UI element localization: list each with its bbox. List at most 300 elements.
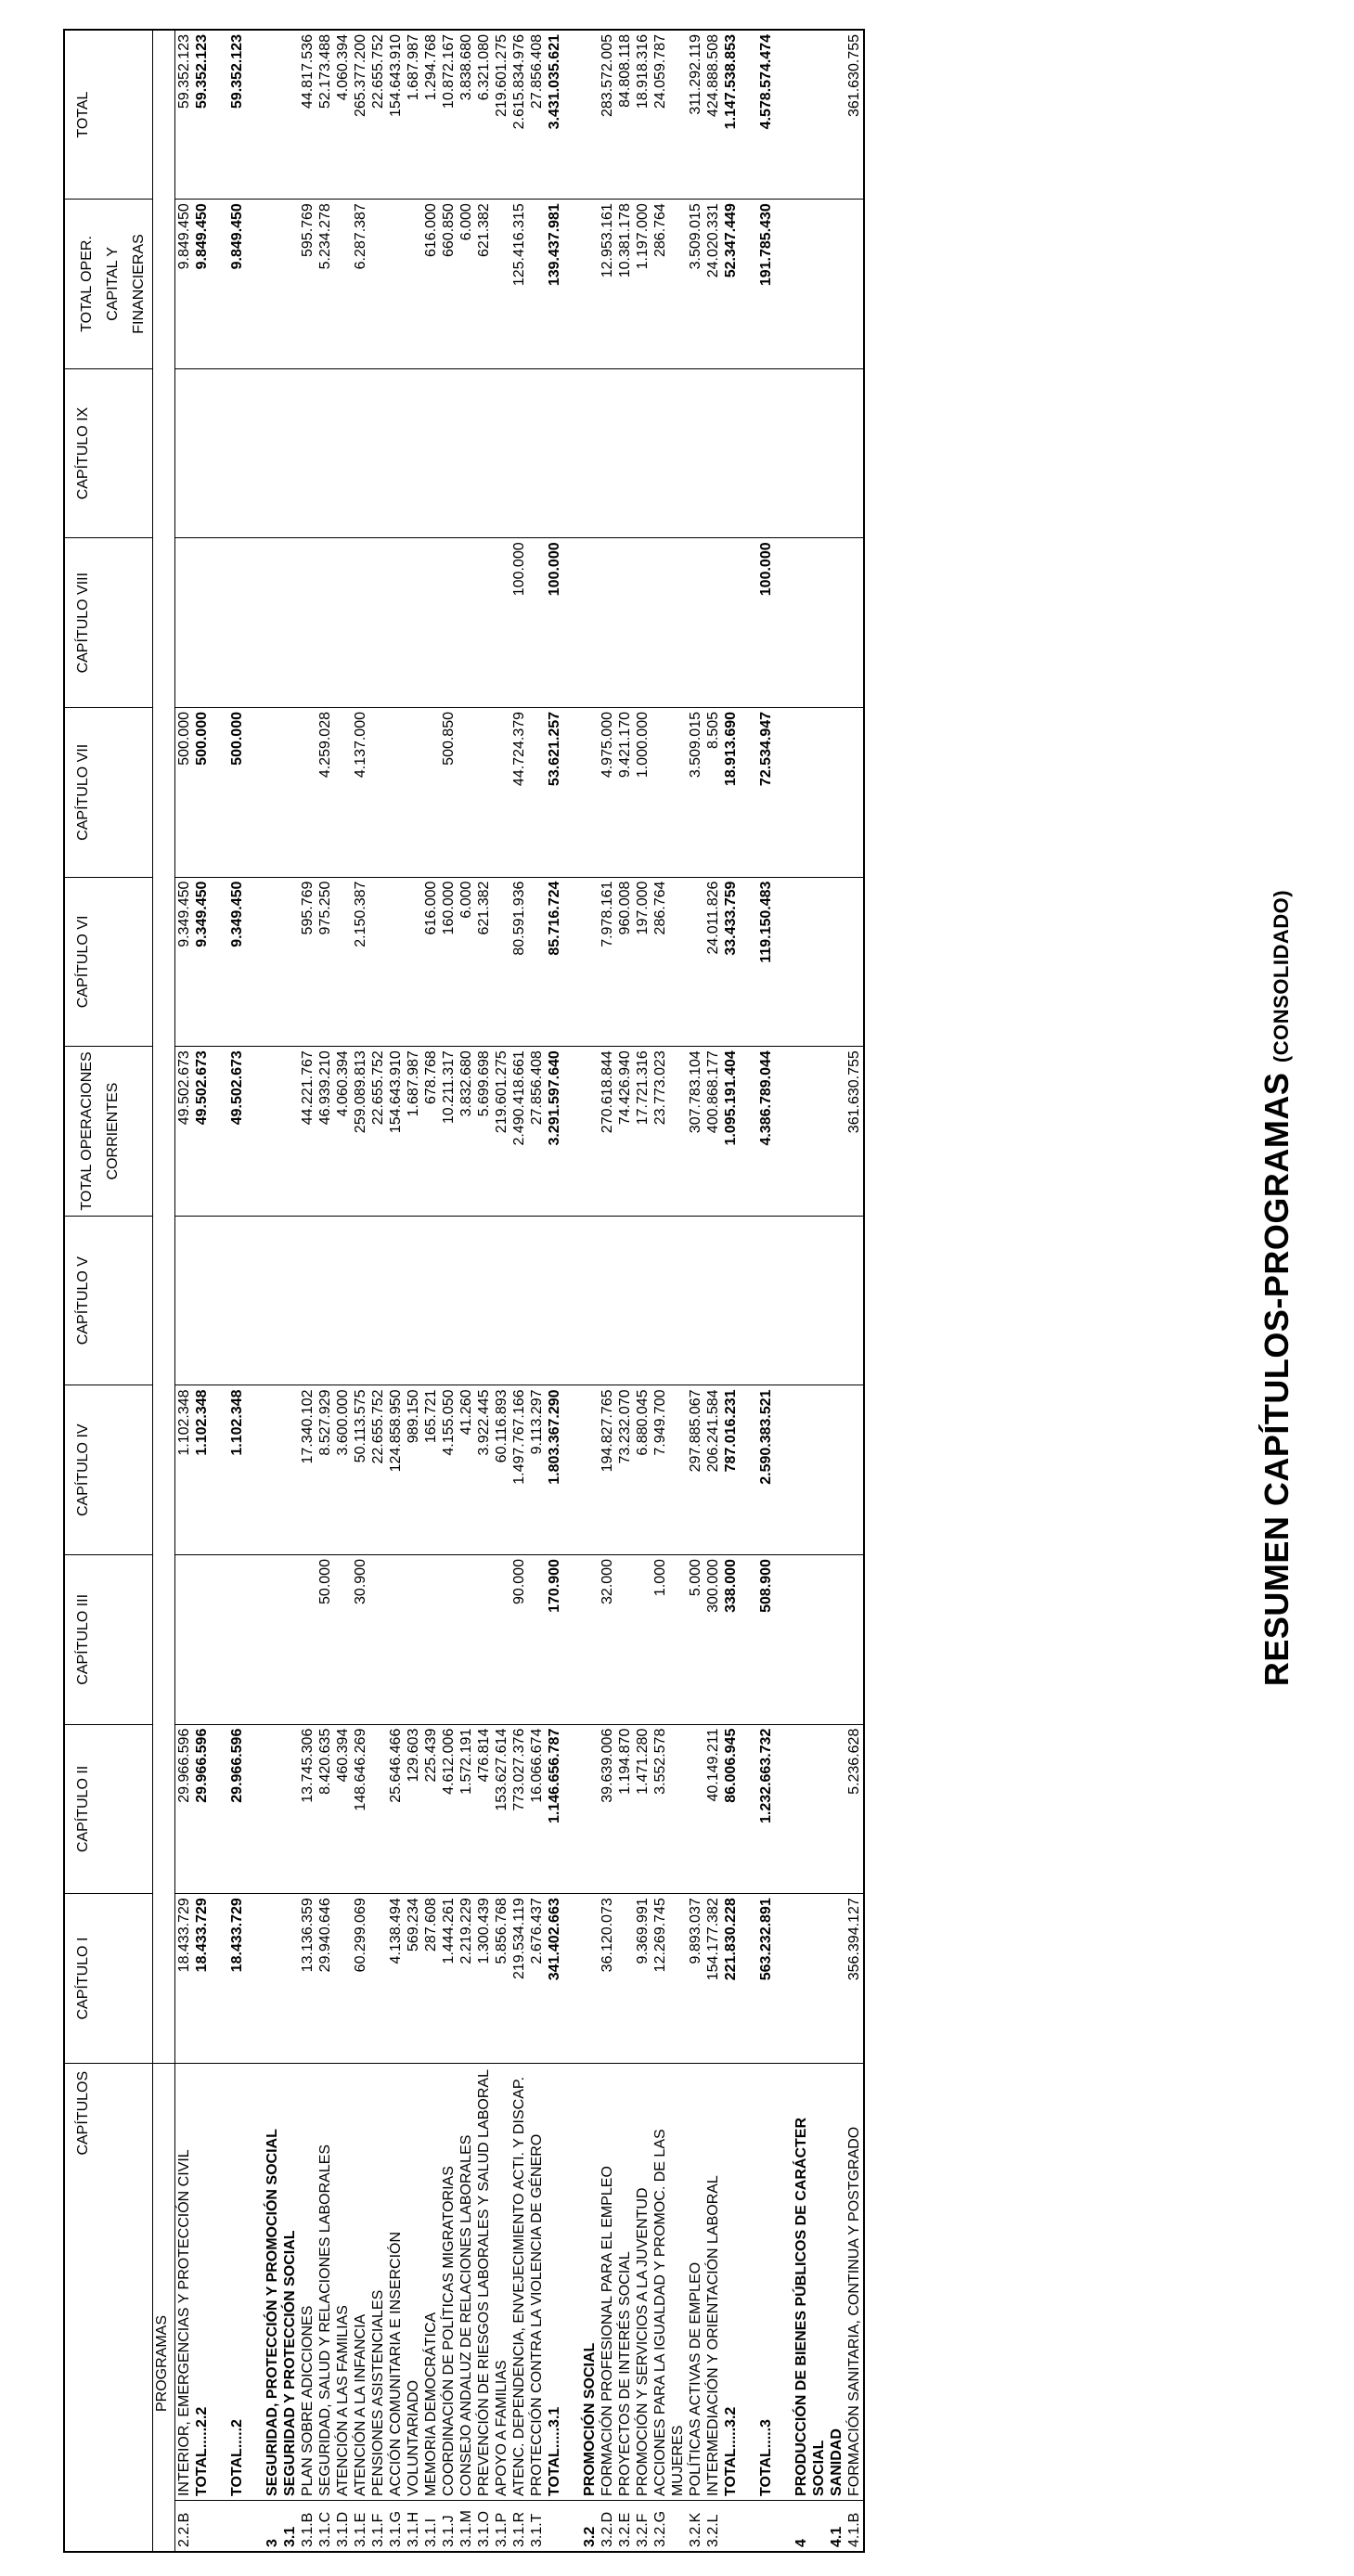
value-cell — [405, 1555, 422, 1725]
value-cell — [704, 368, 722, 538]
value-cell: 7.978.161 — [599, 877, 616, 1047]
empty-cell — [246, 30, 264, 200]
value-cell — [281, 368, 299, 538]
value-cell — [334, 538, 352, 708]
value-cell: 595.769 — [299, 200, 316, 369]
value-cell: 1.194.870 — [616, 1724, 634, 1894]
value-cell: 9.369.991 — [634, 1894, 651, 2064]
value-cell — [175, 538, 194, 708]
value-cell: 773.027.376 — [510, 1724, 528, 1894]
value-cell — [475, 1555, 493, 1725]
empty-cell — [775, 538, 793, 708]
program-name: VOLUNTARIADO — [405, 2063, 422, 2500]
value-cell: 23.773.023 — [651, 1047, 687, 1217]
value-cell — [581, 200, 599, 369]
empty-cell — [563, 707, 581, 877]
program-code — [757, 2501, 775, 2552]
value-cell — [651, 707, 687, 877]
program-name: ATENCIÓN A LA INFANCIA — [352, 2063, 369, 2500]
value-cell: 206.241.584 — [704, 1385, 722, 1555]
empty-cell — [563, 1216, 581, 1385]
value-cell: 4.060.394 — [334, 30, 352, 200]
value-cell — [828, 1385, 845, 1555]
value-cell — [299, 538, 316, 708]
empty-cell — [740, 2501, 757, 2552]
value-cell — [845, 1555, 864, 1725]
value-cell: 1.197.000 — [634, 200, 651, 369]
value-cell: 2.590.383.521 — [757, 1385, 775, 1555]
value-cell: 787.016.231 — [722, 1385, 740, 1555]
value-cell: 500.000 — [228, 707, 246, 877]
value-cell: 59.352.123 — [175, 30, 194, 200]
program-code: 3.1.G — [387, 2501, 405, 2552]
empty-cell — [211, 1555, 228, 1725]
spacer-row — [563, 30, 581, 2552]
value-cell: 22.655.752 — [369, 1385, 387, 1555]
value-cell — [599, 368, 616, 538]
value-cell: 30.900 — [352, 1555, 369, 1725]
value-cell — [845, 707, 864, 877]
value-cell — [458, 368, 475, 538]
program-name: PREVENCIÓN DE RIESGOS LABORALES Y SALUD LABORAL — [475, 2063, 493, 2500]
table-row — [458, 30, 475, 2552]
value-cell — [581, 30, 599, 200]
value-cell — [334, 200, 352, 369]
value-cell: 989.150 — [405, 1385, 422, 1555]
value-cell — [528, 1555, 546, 1725]
empty-cell — [211, 877, 228, 1047]
value-cell — [175, 1216, 194, 1385]
value-cell: 84.808.118 — [616, 30, 634, 200]
value-cell — [405, 707, 422, 877]
value-cell: 6.000 — [458, 200, 475, 369]
value-cell — [299, 1555, 316, 1725]
value-cell: 22.655.752 — [369, 30, 387, 200]
value-cell: 154.643.910 — [387, 30, 405, 200]
value-cell — [793, 877, 828, 1047]
value-cell: 219.601.275 — [493, 1047, 510, 1217]
value-cell: 24.059.787 — [651, 30, 687, 200]
value-cell: 960.008 — [616, 877, 634, 1047]
value-cell: 59.352.123 — [228, 30, 246, 200]
spacer-row — [211, 30, 228, 2552]
value-cell — [793, 200, 828, 369]
value-cell — [405, 538, 422, 708]
value-cell: 18.433.729 — [228, 1894, 246, 2064]
value-cell — [722, 368, 740, 538]
value-cell: 286.764 — [651, 877, 687, 1047]
empty-cell — [563, 1894, 581, 2064]
value-cell — [793, 1724, 828, 1894]
value-cell — [528, 368, 546, 538]
value-cell — [405, 200, 422, 369]
header-capitulos: CAPÍTULOS — [75, 2070, 91, 2156]
value-cell — [475, 1216, 493, 1385]
header-col-9: CAPÍTULO VIII — [64, 538, 153, 708]
empty-cell — [775, 1047, 793, 1217]
table-row — [722, 30, 740, 2552]
value-cell: 59.352.123 — [193, 30, 211, 200]
value-cell — [793, 1385, 828, 1555]
value-cell — [581, 368, 599, 538]
value-cell: 32.000 — [599, 1555, 616, 1725]
program-code: 4.1.B — [845, 2501, 864, 2552]
value-cell: 72.534.947 — [757, 707, 775, 877]
value-cell: 356.394.127 — [845, 1894, 864, 2064]
value-cell: 27.856.408 — [528, 1047, 546, 1217]
value-cell — [422, 1555, 440, 1725]
value-cell: 18.913.690 — [722, 707, 740, 877]
value-cell: 129.603 — [405, 1724, 422, 1894]
program-name: TOTAL.....2 — [228, 2063, 246, 2500]
value-cell — [687, 538, 704, 708]
value-cell: 307.783.104 — [687, 1047, 704, 1217]
table-row — [193, 30, 211, 2552]
value-cell — [422, 707, 440, 877]
value-cell — [281, 1894, 299, 2064]
value-cell: 2.615.834.976 — [510, 30, 528, 200]
value-cell — [581, 1047, 599, 1217]
header-col-7: CAPÍTULO VI — [64, 877, 153, 1047]
value-cell — [352, 368, 369, 538]
value-cell — [793, 1555, 828, 1725]
program-code: 3.1.O — [475, 2501, 493, 2552]
value-cell: 36.120.073 — [599, 1894, 616, 2064]
value-cell — [405, 368, 422, 538]
program-code: 3.1.T — [528, 2501, 546, 2552]
value-cell: 219.601.275 — [493, 30, 510, 200]
value-cell: 73.232.070 — [616, 1385, 634, 1555]
empty-cell — [775, 200, 793, 369]
value-cell — [651, 538, 687, 708]
value-cell: 29.940.646 — [316, 1894, 334, 2064]
value-cell: 50.000 — [316, 1555, 334, 1725]
value-cell — [845, 538, 864, 708]
header-row — [64, 30, 153, 2552]
value-cell: 9.349.450 — [228, 877, 246, 1047]
value-cell — [845, 200, 864, 369]
value-cell — [722, 1216, 740, 1385]
table-row — [845, 30, 864, 2552]
value-cell: 1.000.000 — [634, 707, 651, 877]
value-cell — [634, 368, 651, 538]
value-cell — [440, 1216, 458, 1385]
value-cell: 29.966.596 — [228, 1724, 246, 1894]
value-cell — [528, 877, 546, 1047]
table-row — [651, 30, 687, 2552]
program-code: 3.2 — [581, 2501, 599, 2552]
value-cell: 25.646.466 — [387, 1724, 405, 1894]
value-cell: 616.000 — [422, 200, 440, 369]
value-cell: 4.137.000 — [352, 707, 369, 877]
value-cell — [828, 877, 845, 1047]
header-col-3: CAPÍTULO III — [64, 1555, 153, 1725]
empty-cell — [246, 1385, 264, 1555]
value-cell: 124.858.950 — [387, 1385, 405, 1555]
value-cell — [387, 707, 405, 877]
empty-cell — [563, 1385, 581, 1555]
value-cell — [757, 368, 775, 538]
value-cell — [828, 1047, 845, 1217]
table-row — [704, 30, 722, 2552]
value-cell: 361.630.755 — [845, 1047, 864, 1217]
value-cell: 125.416.315 — [510, 200, 528, 369]
value-cell: 16.066.674 — [528, 1724, 546, 1894]
empty-cell — [740, 1047, 757, 1217]
value-cell — [828, 538, 845, 708]
header-col-11: TOTAL OPER. CAPITAL Y FINANCIERAS — [64, 200, 153, 369]
value-cell — [193, 538, 211, 708]
value-cell: 160.000 — [440, 877, 458, 1047]
empty-cell — [211, 2501, 228, 2552]
empty-cell — [740, 1894, 757, 2064]
value-cell: 283.572.005 — [599, 30, 616, 200]
value-cell: 4.155.050 — [440, 1385, 458, 1555]
value-cell: 74.426.940 — [616, 1047, 634, 1217]
table-row — [546, 30, 563, 2552]
value-cell: 508.900 — [757, 1555, 775, 1725]
value-cell: 8.527.929 — [316, 1385, 334, 1555]
empty-cell — [246, 200, 264, 369]
value-cell: 400.868.177 — [704, 1047, 722, 1217]
program-code: 3.1.E — [352, 2501, 369, 2552]
value-cell — [581, 1216, 599, 1385]
program-code — [722, 2501, 740, 2552]
value-cell — [440, 538, 458, 708]
program-name: MEMORIA DEMOCRÁTICA — [422, 2063, 440, 2500]
value-cell: 49.502.673 — [175, 1047, 194, 1217]
value-cell — [616, 1216, 634, 1385]
header-col-5: CAPÍTULO V — [64, 1216, 153, 1385]
value-cell: 569.234 — [405, 1894, 422, 2064]
value-cell: 17.721.316 — [634, 1047, 651, 1217]
value-cell: 500.000 — [175, 707, 194, 877]
empty-cell — [246, 2063, 264, 2500]
value-cell: 2.219.229 — [458, 1894, 475, 2064]
value-cell — [281, 1555, 299, 1725]
empty-cell — [563, 30, 581, 200]
value-cell — [793, 1047, 828, 1217]
value-cell: 53.621.257 — [546, 707, 563, 877]
value-cell: 311.292.119 — [687, 30, 704, 200]
value-cell — [387, 538, 405, 708]
value-cell — [334, 1555, 352, 1725]
value-cell — [510, 368, 528, 538]
value-cell — [458, 707, 475, 877]
value-cell — [528, 707, 546, 877]
value-cell — [281, 1385, 299, 1555]
program-code: 4.1 — [828, 2501, 845, 2552]
empty-cell — [211, 1047, 228, 1217]
program-name: PLAN SOBRE ADICCIONES — [299, 2063, 316, 2500]
program-code: 3.2.L — [704, 2501, 722, 2552]
value-cell — [687, 368, 704, 538]
empty-cell — [211, 1894, 228, 2064]
empty-cell — [740, 877, 757, 1047]
value-cell: 265.377.200 — [352, 30, 369, 200]
empty-cell — [246, 877, 264, 1047]
value-cell: 90.000 — [510, 1555, 528, 1725]
value-cell — [475, 368, 493, 538]
value-cell — [599, 538, 616, 708]
value-cell — [264, 1555, 281, 1725]
value-cell: 85.716.724 — [546, 877, 563, 1047]
value-cell: 154.643.910 — [387, 1047, 405, 1217]
value-cell: 2.150.387 — [352, 877, 369, 1047]
value-cell — [264, 538, 281, 708]
program-code: 3.1.H — [405, 2501, 422, 2552]
header-col-6: TOTAL OPERACIONES CORRIENTES — [64, 1047, 153, 1217]
program-name: FORMACIÓN SANITARIA, CONTINUA Y POSTGRADO — [845, 2063, 864, 2500]
header-col-1: CAPÍTULO I — [64, 1894, 153, 2064]
program-code: 3.1.M — [458, 2501, 475, 2552]
program-code: 4 — [793, 2501, 828, 2552]
value-cell — [369, 1724, 387, 1894]
value-cell: 4.975.000 — [599, 707, 616, 877]
value-cell: 44.817.536 — [299, 30, 316, 200]
value-cell: 1.687.987 — [405, 1047, 422, 1217]
value-cell — [264, 368, 281, 538]
value-cell: 12.953.161 — [599, 200, 616, 369]
empty-cell — [211, 538, 228, 708]
header-corner — [64, 2063, 153, 2552]
value-cell — [793, 707, 828, 877]
value-cell — [581, 877, 599, 1047]
value-cell — [722, 538, 740, 708]
value-cell: 60.116.893 — [493, 1385, 510, 1555]
value-cell: 975.250 — [316, 877, 334, 1047]
value-cell — [281, 200, 299, 369]
value-cell — [475, 707, 493, 877]
value-cell — [757, 1216, 775, 1385]
value-cell: 7.949.700 — [651, 1385, 687, 1555]
empty-cell — [211, 707, 228, 877]
program-name: ATENCIÓN A LAS FAMILIAS — [334, 2063, 352, 2500]
value-cell — [334, 368, 352, 538]
value-cell — [845, 1216, 864, 1385]
empty-cell — [246, 368, 264, 538]
table-row — [264, 30, 281, 2552]
value-cell — [316, 538, 334, 708]
table-row — [387, 30, 405, 2552]
value-cell: 1.146.656.787 — [546, 1724, 563, 1894]
value-cell — [458, 1216, 475, 1385]
value-cell — [422, 538, 440, 708]
table-row — [281, 30, 299, 2552]
value-cell: 27.856.408 — [528, 30, 546, 200]
value-cell — [687, 1724, 704, 1894]
empty-cell — [246, 1724, 264, 1894]
value-cell — [510, 1216, 528, 1385]
chapters-programs-table — [63, 29, 865, 2553]
table-row — [757, 30, 775, 2552]
table-row — [422, 30, 440, 2552]
value-cell: 1.294.768 — [422, 30, 440, 200]
value-cell — [581, 707, 599, 877]
value-cell: 4.612.006 — [440, 1724, 458, 1894]
program-name: PROTECCIÓN CONTRA LA VIOLENCIA DE GÉNERO — [528, 2063, 546, 2500]
value-cell — [264, 1385, 281, 1555]
value-cell: 100.000 — [510, 538, 528, 708]
value-cell: 678.768 — [422, 1047, 440, 1217]
value-cell — [599, 1216, 616, 1385]
value-cell — [634, 538, 651, 708]
header-col-10: CAPÍTULO IX — [64, 368, 153, 538]
header-spacer — [153, 30, 175, 2063]
value-cell — [546, 368, 563, 538]
value-cell — [175, 1555, 194, 1725]
value-cell — [281, 1047, 299, 1217]
program-name: PROYECTOS DE INTERÉS SOCIAL — [616, 2063, 634, 2500]
program-name: APOYO A FAMILIAS — [493, 2063, 510, 2500]
value-cell: 50.113.575 — [352, 1385, 369, 1555]
value-cell: 1.102.348 — [175, 1385, 194, 1555]
value-cell — [228, 368, 246, 538]
value-cell — [793, 1894, 828, 2064]
value-cell — [264, 1894, 281, 2064]
program-name: TOTAL.....3.1 — [546, 2063, 563, 2500]
empty-cell — [740, 1216, 757, 1385]
program-name: SEGURIDAD Y PROTECCIÓN SOCIAL — [281, 2063, 299, 2500]
program-code: 2.2.B — [175, 2501, 194, 2552]
empty-cell — [211, 2063, 228, 2500]
value-cell — [440, 368, 458, 538]
value-cell — [369, 200, 387, 369]
header-row-programas — [153, 30, 175, 2552]
value-cell — [228, 1555, 246, 1725]
program-name: TOTAL.....3 — [757, 2063, 775, 2500]
value-cell: 86.006.945 — [722, 1724, 740, 1894]
program-name: CONSEJO ANDALUZ DE RELACIONES LABORALES — [458, 2063, 475, 2500]
value-cell: 194.827.765 — [599, 1385, 616, 1555]
value-cell: 1.803.367.290 — [546, 1385, 563, 1555]
value-cell: 100.000 — [757, 538, 775, 708]
empty-cell — [775, 1724, 793, 1894]
value-cell — [281, 877, 299, 1047]
value-cell: 148.646.269 — [352, 1724, 369, 1894]
value-cell — [793, 538, 828, 708]
value-cell: 6.000 — [458, 877, 475, 1047]
value-cell: 52.347.449 — [722, 200, 740, 369]
value-cell — [334, 877, 352, 1047]
value-cell — [440, 1555, 458, 1725]
value-cell: 44.724.379 — [510, 707, 528, 877]
empty-cell — [563, 877, 581, 1047]
empty-cell — [740, 707, 757, 877]
empty-cell — [211, 1385, 228, 1555]
value-cell — [369, 877, 387, 1047]
value-cell — [369, 538, 387, 708]
table-row — [510, 30, 528, 2552]
value-cell — [828, 30, 845, 200]
program-name: PRODUCCIÓN DE BIENES PÚBLICOS DE CARÁCTER SOCIAL — [793, 2063, 828, 2500]
value-cell: 18.433.729 — [193, 1894, 211, 2064]
value-cell — [299, 368, 316, 538]
value-cell: 9.849.450 — [193, 200, 211, 369]
value-cell: 4.578.574.474 — [757, 30, 775, 200]
empty-cell — [775, 877, 793, 1047]
value-cell: 153.627.614 — [493, 1724, 510, 1894]
value-cell — [334, 1216, 352, 1385]
program-name: PROMOCIÓN Y SERVICIOS A LA JUVENTUD — [634, 2063, 651, 2500]
value-cell — [828, 200, 845, 369]
table-row — [793, 30, 828, 2552]
value-cell — [387, 1555, 405, 1725]
header-col-4: CAPÍTULO IV — [64, 1385, 153, 1555]
header-col-2: CAPÍTULO II — [64, 1724, 153, 1894]
value-cell — [528, 538, 546, 708]
value-cell — [651, 1216, 687, 1385]
